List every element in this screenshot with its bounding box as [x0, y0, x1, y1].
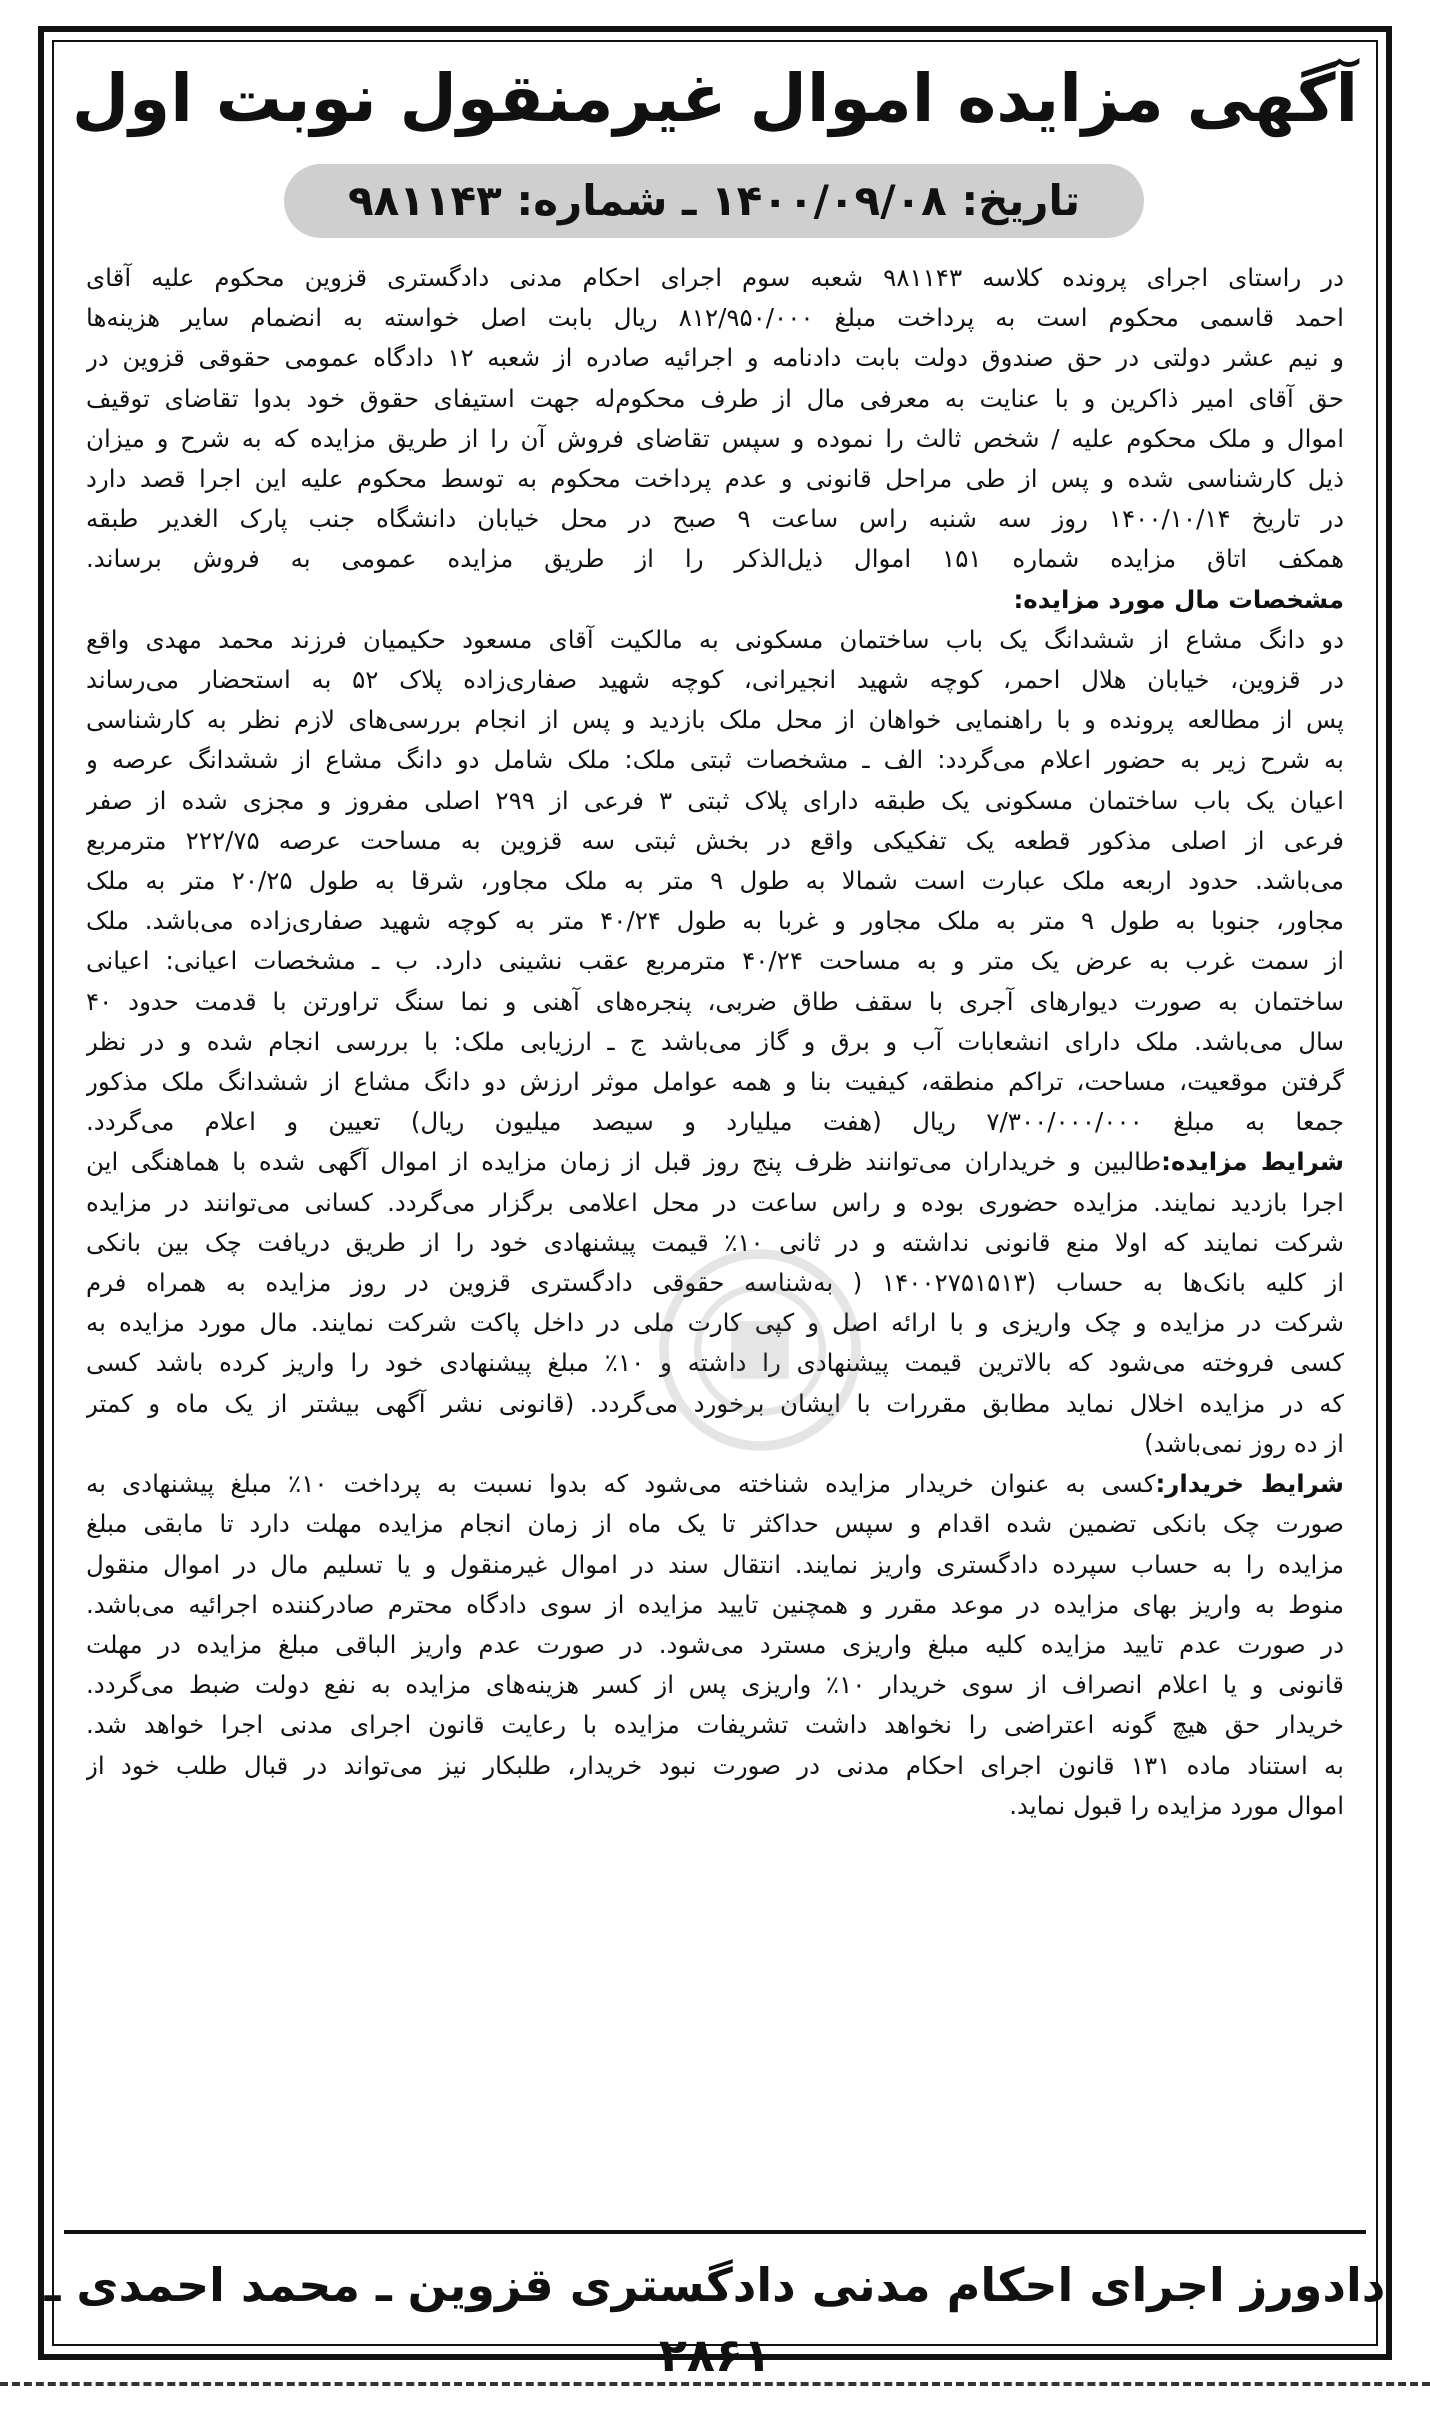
footer-divider	[64, 2230, 1366, 2234]
buyer-line: کسی به عنوان خریدار مزایده شناخته می‌شود که بدوا نسبت به پرداخت ۱۰٪ مبلغ پیشنهادی به	[86, 1469, 1156, 1499]
buyer-conditions-heading: شرایط خریدار:	[1155, 1469, 1344, 1499]
auction-line: کسی فروخته می‌شود که بالاترین قیمت پیشنهادی را داشته و ۱۰٪ مبلغ پیشنهادی خود را واریز کرده باشد کسی	[86, 1348, 1344, 1378]
buyer-line: در صورت عدم تایید مزایده کلیه مبلغ واریزی مسترد می‌شود. در صورت عدم واریز الباقی مبلغ مزایده در مهلت	[86, 1629, 1344, 1659]
auction-line: اجرا بازدید نمایند. مزایده حضوری بوده و راس ساعت در محل اعلامی برگزار می‌گردد. کسانی می‌توانند در مزایده	[86, 1187, 1344, 1217]
property-line: در قزوین، خیابان هلال احمر، کوچه شهید انجیرانی، کوچه شهید صفاری‌زاده پلاک ۵۲ به استحضار می‌رساند	[86, 665, 1344, 695]
property-line: مجاور، جنوبا به طول ۹ متر به ملک مجاور و غربا به طول ۴۰/۲۴ متر به کوچه شهید صفاری‌زاده می‌باشد. ملک	[86, 906, 1344, 936]
intro-line: حق آقای امیر ذاکرین و با عنایت به معرفی مال از طرف محکوم‌له جهت استیفای حقوق خود بدوا تقاضای توقیف	[86, 383, 1344, 413]
buyer-line: مزایده را به حساب سپرده دادگستری واریز نمایند. انتقال سند در اموال غیرمنقول و یا تسلیم مال در اموال منقول	[86, 1549, 1344, 1579]
auction-line: که در مزایده اخلال نماید مطابق مقررات با ایشان برخورد می‌گردد. (قانونی نشر آگهی بیشتر از یک ماه و کمتر	[86, 1388, 1344, 1418]
notice-frame	[38, 26, 1392, 2382]
property-section-heading: مشخصات مال مورد مزایده:	[1013, 584, 1344, 614]
buyer-conditions-first-line	[86, 1464, 1344, 1504]
property-line: می‌باشد. حدود اربعه ملک عبارت است شمالا به طول ۹ متر به ملک مجاور، شرقا به طول ۲۰/۲۵ متر به ملک	[86, 866, 1344, 896]
buyer-line: خریدار حق هیچ گونه اعتراضی را نخواهد داشت تشریفات مزایده با رعایت قانون اجرای مدنی اجرا خواهد شد.	[86, 1710, 1344, 1740]
property-line: به شرح زیر به حضور اعلام می‌گردد: الف ـ مشخصات ثبتی ملک: ملک شامل دو دانگ مشاع از ششدانگ عرصه و	[86, 745, 1344, 775]
auction-line: شرکت نمایند که اولا منع قانونی نداشته و در ثانی ۱۰٪ قیمت پیشنهادی خود را از طریق دریافت چک بین بانکی	[86, 1227, 1344, 1257]
property-line: فرعی از اصلی مذکور قطعه یک تفکیکی واقع در بخش ثبتی سه قزوین به مساحت عرصه ۲۲۲/۷۵ مترمربع	[86, 825, 1344, 855]
property-line: دو دانگ مشاع از ششدانگ یک باب ساختمان مسکونی به مالکیت آقای مسعود حکیمیان فرزند محمد مهدی واقع	[86, 624, 1344, 654]
intro-line: در راستای اجرای پرونده کلاسه ۹۸۱۱۴۳ شعبه سوم اجرای احکام مدنی دادگستری قزوین محکوم علیه آقای	[86, 263, 1344, 292]
intro-line: اموال و ملک محکوم علیه / شخص ثالث را نموده و سپس تقاضای فروش آن را از طریق مزایده که به شرح و میزان	[86, 423, 1344, 453]
notice-body	[86, 258, 1344, 1826]
intro-line: ذیل کارشناسی شده و پس از طی مراحل قانونی و عدم پرداخت محکوم به توسط محکوم علیه این اجرا قصد دارد	[86, 464, 1344, 494]
property-line: اعیان یک باب ساختمان مسکونی یک طبقه دارای پلاک ثبتی ۳ فرعی از ۲۹۹ اصلی مفروز و مجزی شده از صفر	[86, 785, 1344, 815]
property-line: جمعا به مبلغ ۷/۳۰۰/۰۰۰/۰۰۰ ریال (هفت میلیارد و سیصد میلیون ریال) تعیین و اعلام می‌گردد.	[86, 1107, 1344, 1137]
intro-line: در تاریخ ۱۴۰۰/۱۰/۱۴ روز سه شنبه راس ساعت ۹ صبح در محل خیابان دانشگاه جنب پارک الغدیر طبقه	[86, 504, 1344, 534]
buyer-line: به استناد ماده ۱۳۱ قانون اجرای احکام مدنی در صورت نبود خریدار، طلبکار نیز می‌تواند در قبال طلب خود از	[86, 1750, 1344, 1780]
auction-line: از کلیه بانک‌ها به حساب (۱۴۰۰۲۷۵۱۵۱۳ ( به‌شناسه حقوقی دادگستری قزوین در روز مزایده به همراه فرم	[86, 1268, 1344, 1298]
property-line: از سمت غرب به عرض یک متر و به مساحت ۴۰/۲۴ مترمربع عقب نشینی دارد. ب ـ مشخصات اعیانی: اعیانی	[86, 946, 1344, 976]
watermark-logo-icon	[640, 1230, 880, 1470]
intro-line: و نیم عشر دولتی در حق صندوق دولت بابت دادنامه و اجرائیه صادره از شعبه ۱۲ دادگاه عمومی حقوقی قزوین در	[86, 343, 1344, 373]
date-number-banner: تاریخ: ۱۴۰۰/۰۹/۰۸ ـ شماره: ۹۸۱۱۴۳	[284, 164, 1144, 238]
buyer-line: قانونی و یا اعلام انصراف از سوی خریدار ۱۰٪ واریزی پس از کسر هزینه‌های مزایده به نفع دولت ضبط می‌گردد.	[86, 1670, 1344, 1700]
property-line: ساختمان به صورت دیوارهای آجری با سقف طاق ضربی، پنجره‌های آهنی و نما سنگ تراورتن با قدمت حدود ۴۰	[86, 986, 1344, 1016]
notice-title: آگهی مزایده اموال غیرمنقول نوبت اول	[71, 60, 1359, 137]
auction-line: طالبین و خریداران می‌توانند ظرف پنج روز قبل از زمان مزایده از اموال آگهی شده با هماهنگی این	[86, 1147, 1162, 1177]
auction-line: شرکت در مزایده و چک واریزی و با ارائه اصل و کپی کارت ملی در داخل پاکت شرکت نمایند. مال مورد مزایده به	[86, 1308, 1344, 1338]
buyer-line: منوط به واریز بهای مزایده در موعد مقرر و همچنین تایید مزایده از سوی دادگاه محترم صادرکننده اجرائیه می‌باشد.	[86, 1589, 1344, 1619]
property-line: سال می‌باشد. ملک دارای انشعابات آب و برق و گاز می‌باشد ج ـ ارزیابی ملک: با بررسی انجام شده و در نظر	[86, 1026, 1344, 1056]
property-line: گرفتن موقعیت، مساحت، تراکم منطقه، کیفیت بنا و همه عوامل موثر ارزش دو دانگ مشاع از ششدانگ ملک مذکور	[86, 1067, 1344, 1097]
auction-line: از ده روز نمی‌باشد)	[1144, 1428, 1344, 1458]
signature-line: دادورز اجرای احکام مدنی دادگستری قزوین ـ محمد احمدی ـ ۲۸۶۱	[44, 2258, 1386, 2382]
page-bottom-dashed-border	[0, 2382, 1430, 2396]
buyer-line: صورت چک بانکی تضمین شده اقدام و سپس حداکثر تا یک ماه از زمان انجام مزایده مهلت دارد تا مابقی مبلغ	[86, 1509, 1344, 1539]
buyer-line: اموال مورد مزایده را قبول نماید.	[1009, 1790, 1344, 1820]
auction-conditions-first-line	[86, 1142, 1344, 1182]
auction-conditions-heading: شرایط مزایده:	[1161, 1147, 1344, 1177]
property-line: پس از مطالعه پرونده و با راهنمایی خواهان از محل ملک بازدید و پس از انجام بررسی‌های لازم نظر به کارشناسی	[86, 705, 1344, 735]
intro-line: احمد قاسمی محکوم است به پرداخت مبلغ ۸۱۲/۹۵۰/۰۰۰ ریال بابت اصل خواسته به انضمام سایر هزینه‌ها	[86, 303, 1344, 333]
intro-line: همکف اتاق مزایده شماره ۱۵۱ اموال ذیل‌الذکر را از طریق مزایده عمومی به فروش برساند.	[86, 544, 1344, 574]
